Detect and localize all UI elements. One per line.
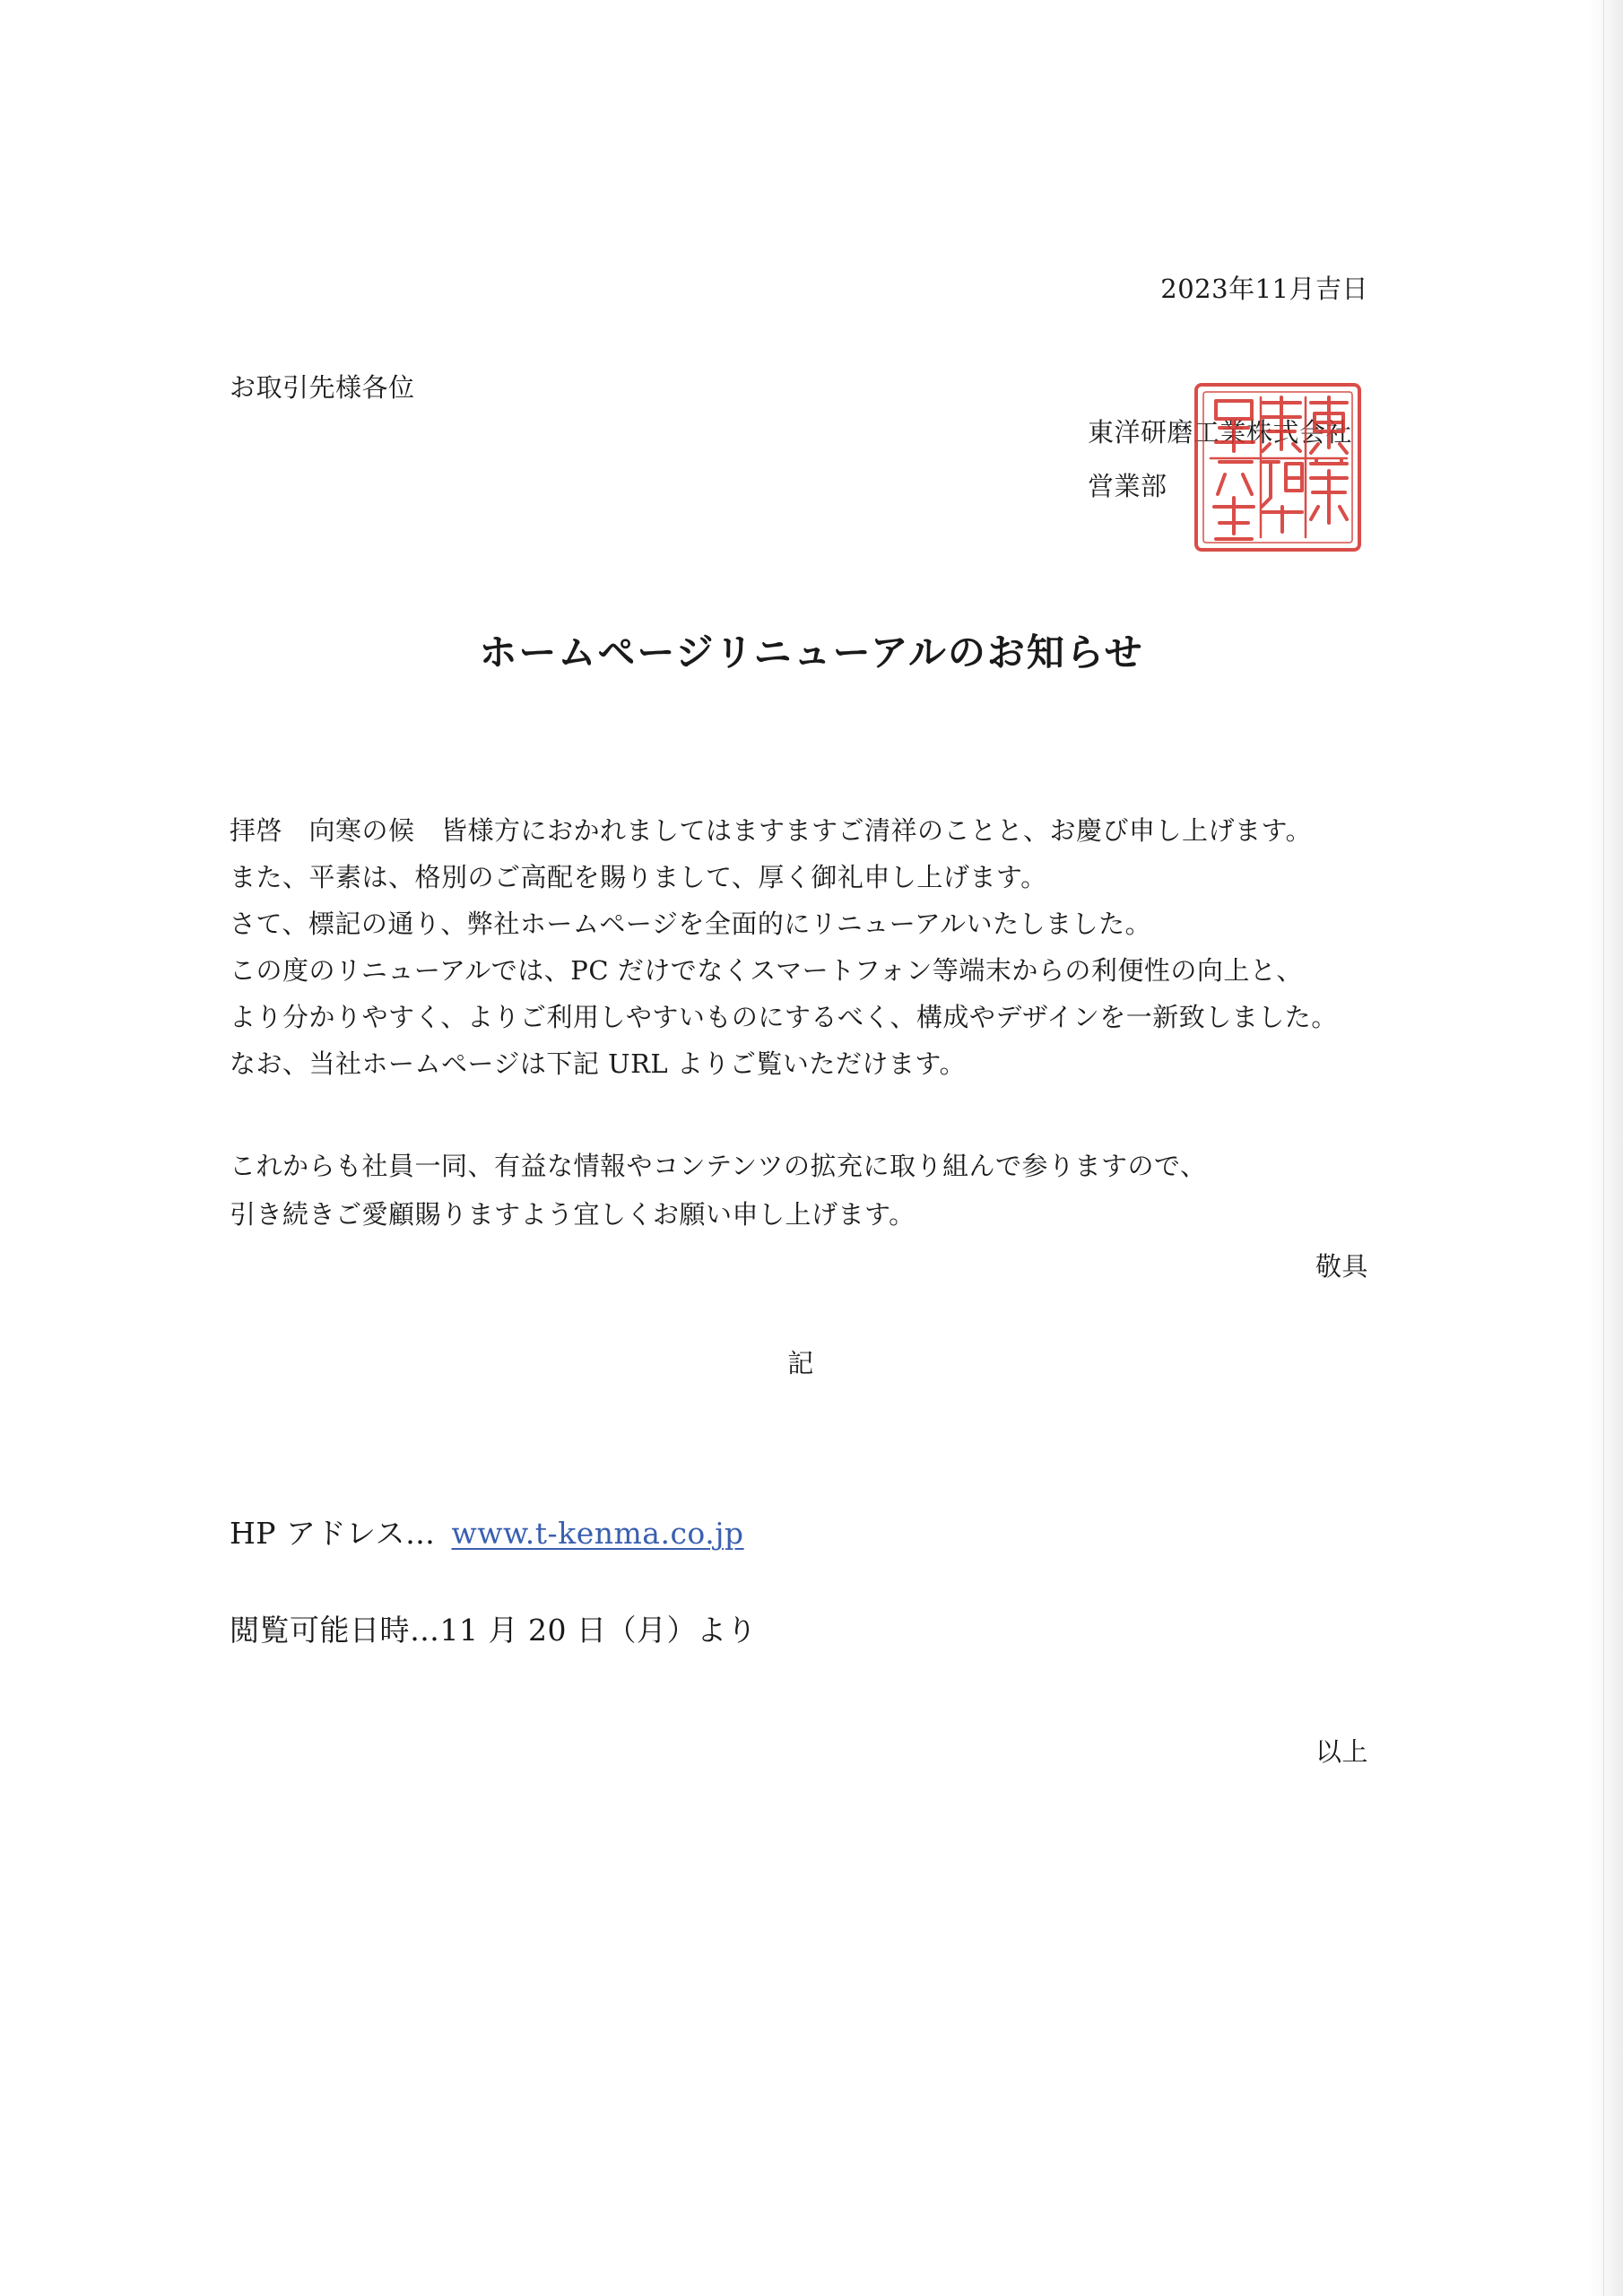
complimentary-close: 敬具 — [1315, 1251, 1368, 1282]
issue-date: 2023年11月吉日 — [1160, 274, 1368, 304]
recipient-line: お取引先様各位 — [230, 372, 415, 403]
hp-url-link[interactable]: www.t-kenma.co.jp — [451, 1516, 744, 1551]
closing-line-1: これからも社員一同、有益な情報やコンテンツの拡充に取り組んで参りますので、 — [230, 1151, 1207, 1181]
page-edge — [1587, 0, 1623, 2296]
body-line-1: 拝啓 向寒の候 皆様方におかれましてはますますご清祥のことと、お慶び申し上げます。 — [230, 815, 1313, 846]
document-title: ホームページリニューアルのお知らせ — [479, 631, 1144, 674]
body-line-5: より分かりやすく、よりご利用しやすいものにするべく、構成やデザインを一新致しました。 — [230, 1002, 1338, 1032]
body-line-4: この度のリニューアルでは、PC だけでなくスマートフォン等端末からの利便性の向上と、 — [230, 955, 1303, 986]
viewable-date-line: 閲覧可能日時…11 月 20 日（月）より — [230, 1613, 757, 1648]
company-name: 東洋研磨工業株式会社 — [1088, 417, 1353, 448]
body-line-2: また、平素は、格別のご高配を賜りまして、厚く御礼申し上げます。 — [230, 862, 1047, 892]
record-heading: 記 — [787, 1348, 814, 1378]
end-mark: 以上 — [1315, 1736, 1368, 1767]
hp-address-line — [230, 1514, 744, 1553]
body-line-6: なお、当社ホームページは下記 URL よりご覧いただけます。 — [230, 1048, 967, 1079]
department-name: 営業部 — [1088, 471, 1167, 501]
body-line-3: さて、標記の通り、弊社ホームページを全面的にリニューアルいたしました。 — [230, 909, 1152, 939]
closing-line-2: 引き続きご愛顧賜りますよう宜しくお願い申し上げます。 — [230, 1199, 916, 1230]
company-seal-stamp — [1193, 381, 1363, 553]
hp-address-label: HP アドレス… — [230, 1516, 436, 1551]
